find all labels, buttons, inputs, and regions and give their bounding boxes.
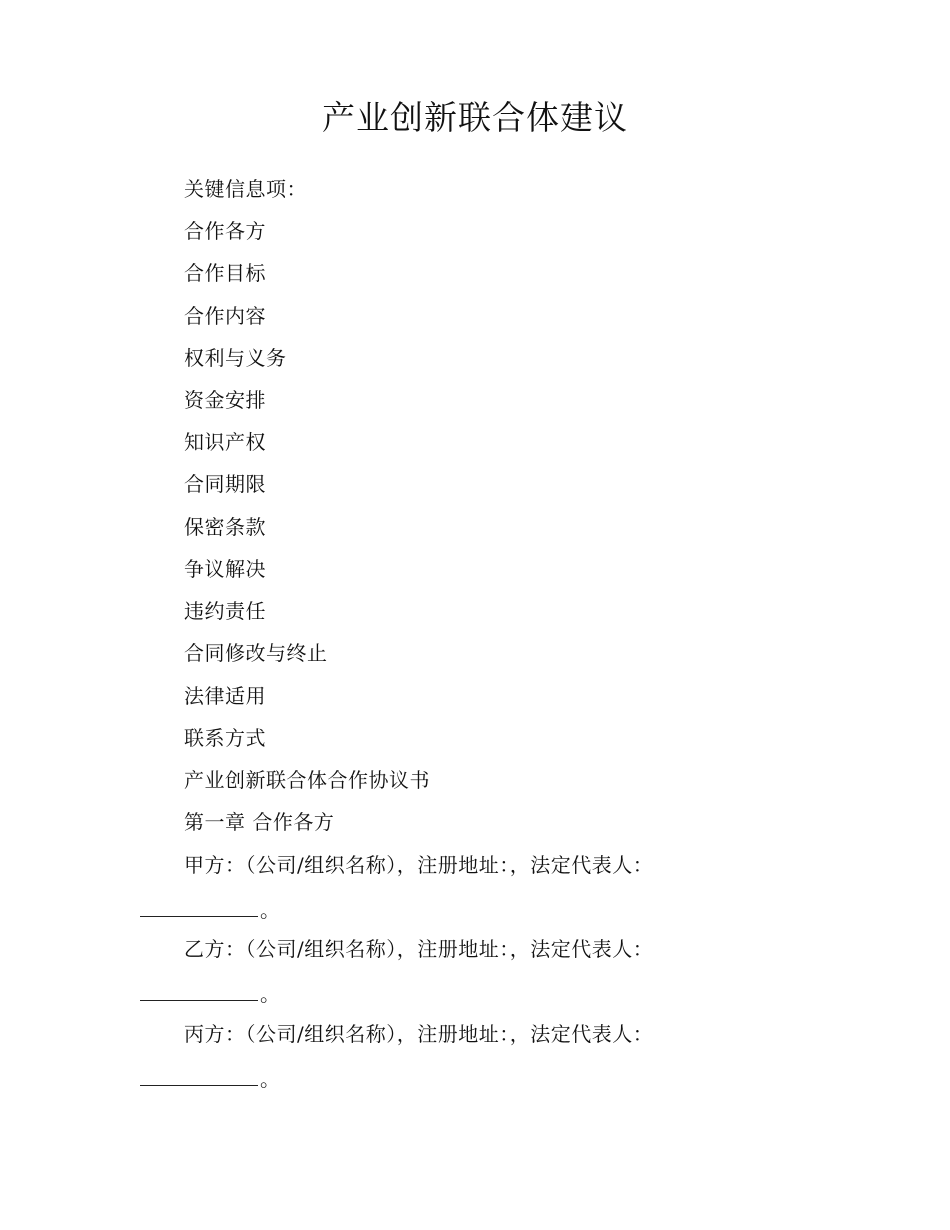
- key-info-item: 知识产权: [184, 430, 266, 454]
- representative-blank: [140, 896, 258, 917]
- party-b-representative-line: [140, 980, 280, 1008]
- key-info-item: 资金安排: [184, 388, 266, 412]
- key-info-item: 违约责任: [184, 599, 266, 623]
- key-info-item: 法律适用: [184, 684, 266, 708]
- representative-blank: [140, 1065, 258, 1086]
- party-b-line: [184, 935, 653, 963]
- party-a-text: （公司/组织名称），注册地址：，法定代表人：: [245, 853, 654, 877]
- party-c-representative-line: [140, 1065, 280, 1093]
- key-info-item: 争议解决: [184, 557, 266, 581]
- party-c-label: 丙方：: [184, 1022, 246, 1046]
- key-info-item: 保密条款: [184, 515, 266, 539]
- key-info-item: 合作内容: [184, 304, 266, 328]
- party-b-text: （公司/组织名称），注册地址：，法定代表人：: [245, 937, 654, 961]
- party-a-line: [184, 851, 653, 879]
- key-info-item: 合作各方: [184, 219, 266, 243]
- representative-blank: [140, 980, 258, 1001]
- line-end-mark: 。: [260, 898, 280, 922]
- line-end-mark: 。: [260, 982, 280, 1006]
- key-info-item: 权利与义务: [184, 346, 287, 370]
- key-info-item: 合同期限: [184, 472, 266, 496]
- party-c-line: [184, 1020, 653, 1048]
- chapter-heading: 第一章 合作各方: [184, 810, 335, 834]
- agreement-title: 产业创新联合体合作协议书: [184, 768, 430, 792]
- party-c-text: （公司/组织名称），注册地址：，法定代表人：: [245, 1022, 654, 1046]
- key-info-item: 联系方式: [184, 726, 266, 750]
- key-info-item: 合同修改与终止: [184, 641, 328, 665]
- party-a-representative-line: [140, 896, 280, 924]
- document-title: 产业创新联合体建议: [322, 98, 628, 137]
- line-end-mark: 。: [260, 1067, 280, 1091]
- key-info-heading: 关键信息项：: [184, 177, 307, 201]
- party-a-label: 甲方：: [184, 853, 246, 877]
- key-info-item: 合作目标: [184, 261, 266, 285]
- party-b-label: 乙方：: [184, 937, 246, 961]
